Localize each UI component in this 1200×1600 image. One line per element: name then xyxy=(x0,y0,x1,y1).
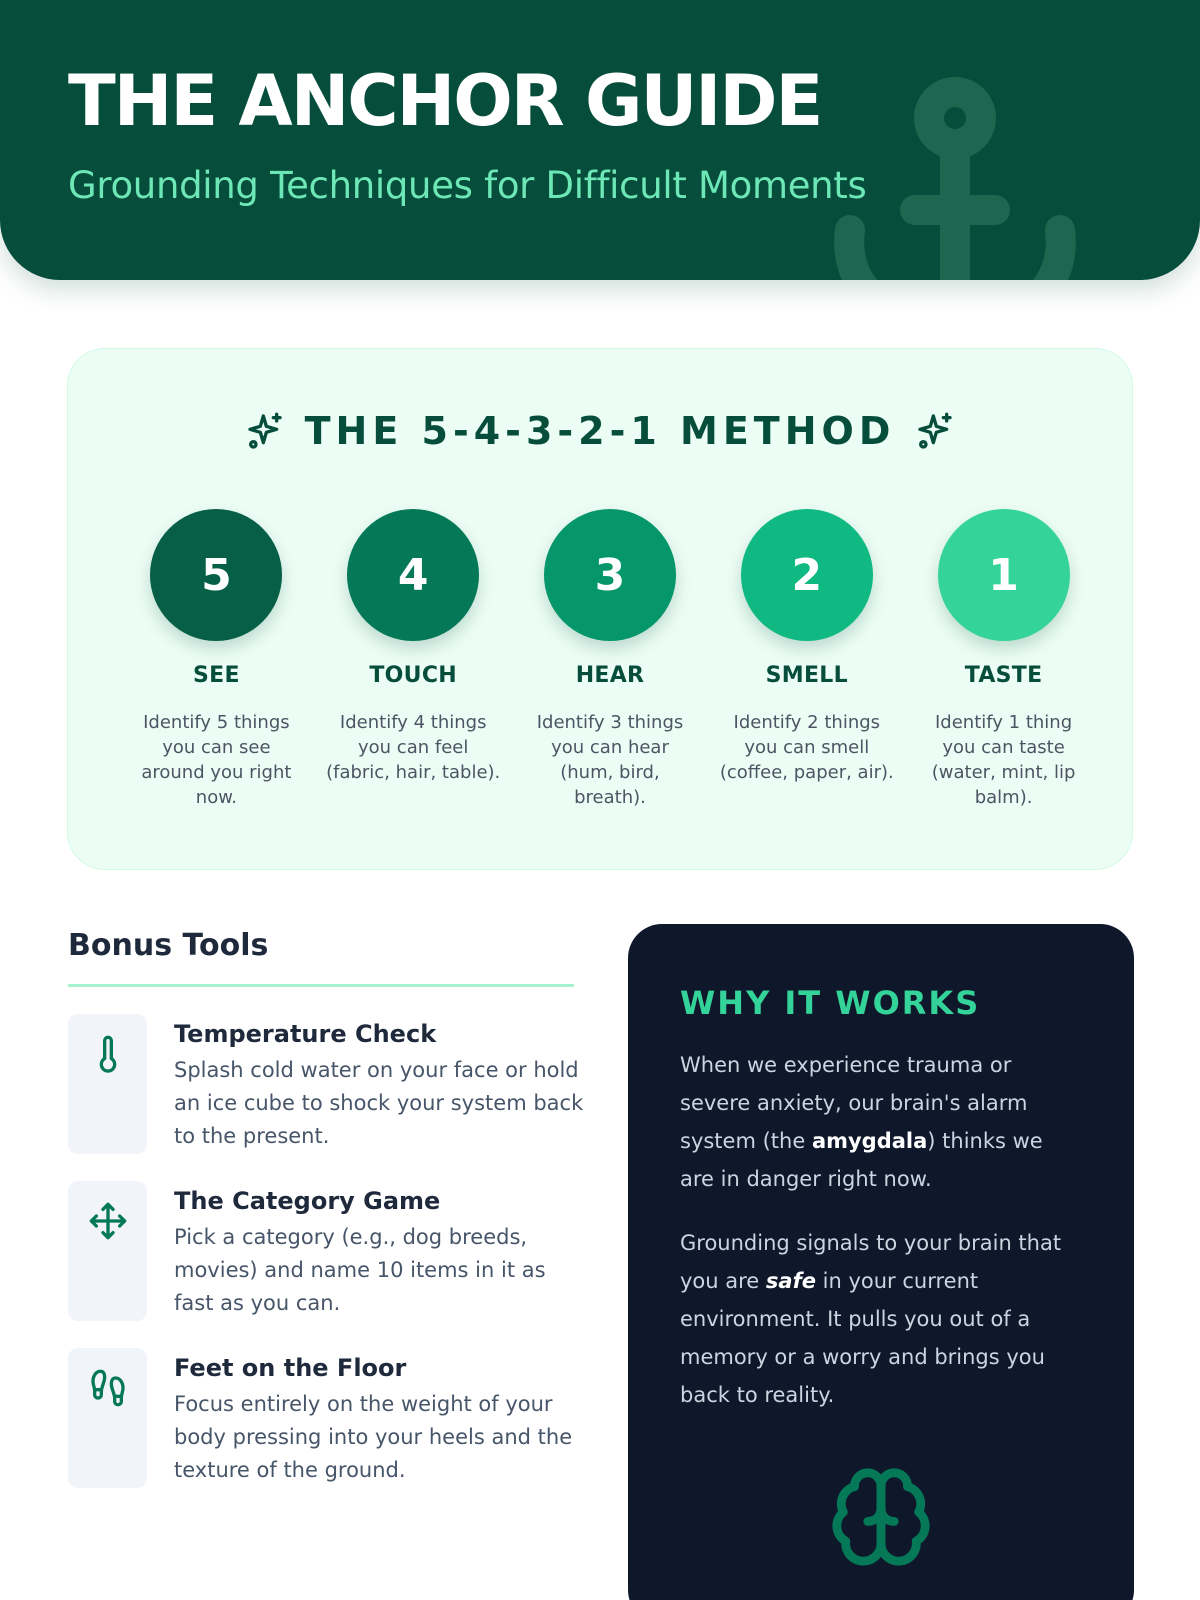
step-circle xyxy=(741,509,873,641)
step-taste xyxy=(905,509,1102,810)
footprints-icon xyxy=(88,1368,128,1408)
step-sense: TOUCH xyxy=(369,663,458,688)
step-circle xyxy=(347,509,479,641)
method-title: THE 5-4-3-2-1 METHOD xyxy=(304,409,896,453)
tool-name: The Category Game xyxy=(174,1187,441,1215)
step-sense: SMELL xyxy=(765,663,848,688)
why-paragraph-2 xyxy=(680,1224,1080,1414)
brain-icon xyxy=(828,1464,934,1570)
tool-icon-box xyxy=(68,1014,147,1154)
sparkles-icon xyxy=(915,411,955,451)
move-arrows-icon xyxy=(88,1201,128,1241)
step-circle xyxy=(544,509,676,641)
step-sense: SEE xyxy=(192,663,240,688)
step-number: 5 xyxy=(201,549,232,601)
step-description: Identify 5 things you can see around you right now. xyxy=(141,712,292,808)
tool-name: Feet on the Floor xyxy=(174,1354,407,1382)
step-number: 4 xyxy=(397,549,429,601)
step-circle xyxy=(938,509,1070,641)
why-paragraph-1 xyxy=(680,1046,1080,1198)
step-description: Identify 3 things you can hear (hum, bird, breath). xyxy=(536,712,684,808)
step-description: Identify 1 thing you can taste (water, mint, lip balm). xyxy=(931,712,1076,808)
step-smell xyxy=(708,509,905,810)
step-circle xyxy=(150,509,282,641)
method-title-row xyxy=(68,409,1132,453)
why-it-works-heading: WHY IT WORKS xyxy=(680,984,981,1022)
tool-icon-box xyxy=(68,1348,147,1488)
why-text: in your current environment. It pulls you out of a memory or a worry and brings you back to reality. xyxy=(680,1269,1045,1407)
bonus-divider xyxy=(68,984,574,987)
step-description: Identify 4 things you can feel (fabric, hair, table). xyxy=(326,712,501,783)
step-sense: HEAR xyxy=(575,663,645,688)
step-number: 1 xyxy=(988,549,1019,601)
tool-description: Pick a category (e.g., dog breeds, movies) and name 10 items in it as fast as you can. xyxy=(174,1225,546,1315)
page-subtitle: Grounding Techniques for Difficult Moments xyxy=(68,164,867,207)
step-sense: TASTE xyxy=(964,663,1043,688)
why-emphasis: safe xyxy=(765,1269,816,1293)
why-it-works-card xyxy=(628,924,1134,1600)
why-bold-term: amygdala xyxy=(811,1129,928,1153)
step-hear xyxy=(512,509,709,810)
tool-name: Temperature Check xyxy=(174,1020,437,1048)
tool-icon-box xyxy=(68,1181,147,1321)
bonus-tools-heading: Bonus Tools xyxy=(68,928,269,963)
step-description: Identify 2 things you can smell (coffee, paper, air). xyxy=(719,712,894,783)
thermometer-icon xyxy=(88,1034,128,1074)
tool-description: Focus entirely on the weight of your body pressing into your heels and the texture of the ground. xyxy=(174,1392,573,1482)
why-text: ) thinks we are in danger right now. xyxy=(680,1129,1043,1191)
step-number: 2 xyxy=(791,549,823,601)
sparkles-icon xyxy=(245,411,285,451)
step-touch xyxy=(315,509,512,810)
step-see xyxy=(118,509,315,810)
header-banner xyxy=(0,0,1200,280)
why-text: When we experience trauma or severe anxiety, our brain's alarm system (the xyxy=(680,1053,1028,1153)
method-card xyxy=(67,348,1133,870)
page-title: THE ANCHOR GUIDE xyxy=(68,60,822,142)
why-text: Grounding signals to your brain that you are xyxy=(680,1231,1062,1293)
tool-description: Splash cold water on your face or hold an ice cube to shock your system back to the present. xyxy=(174,1058,584,1148)
step-number: 3 xyxy=(594,549,626,601)
method-steps xyxy=(118,509,1102,810)
